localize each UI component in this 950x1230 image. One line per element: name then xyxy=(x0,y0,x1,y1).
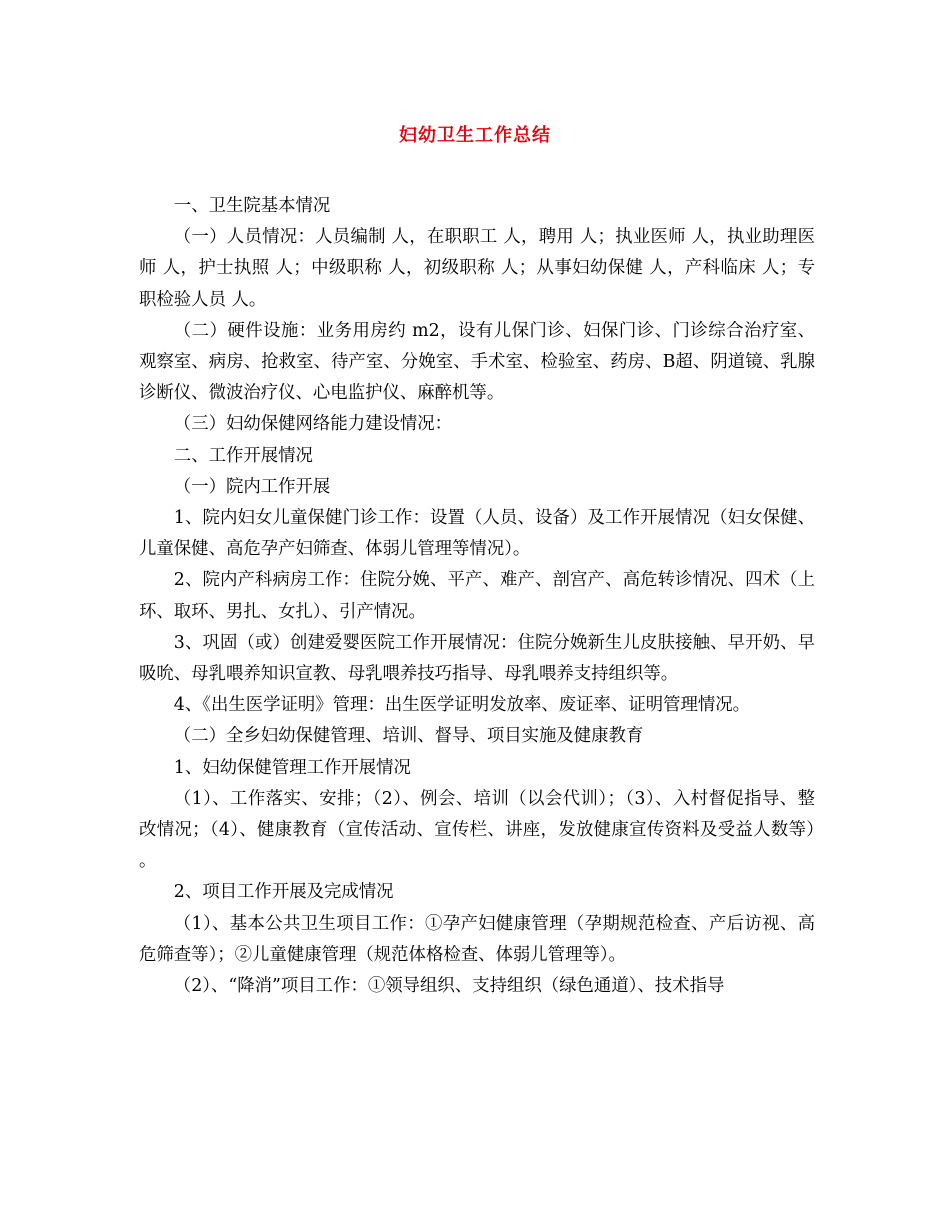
paragraph: （2）、“降消”项目工作：①领导组织、支持组织（绿色通道）、技术指导 xyxy=(173,976,725,997)
paragraph: 1、院内妇女儿童保健门诊工作：设置（人员、设备）及工作开展情况（妇女保健、儿童保健、高危孕产妇筛查、体弱儿管理等情况）。 xyxy=(139,508,815,560)
paragraph: 3、巩固（或）创建爱婴医院工作开展情况：住院分娩新生儿皮肤接触、早开奶、早吸吮、母乳喂养知识宣教、母乳喂养技巧指导、母乳喂养支持组织等。 xyxy=(139,632,815,685)
section-heading: 二、工作开展情况 xyxy=(173,445,313,466)
section-heading: 一、卫生院基本情况 xyxy=(173,196,331,216)
paragraph: 2、项目工作开展及完成情况 xyxy=(173,882,394,903)
document-title: 妇幼卫生工作总结 xyxy=(399,125,551,146)
paragraph: （1）、基本公共卫生项目工作：①孕产妇健康管理（孕期规范检查、产后访视、高危筛查等）；②儿童健康管理（规范体格检查、体弱儿管理等）。 xyxy=(139,913,815,965)
paragraph: （三）妇幼保健网络能力建设情况： xyxy=(173,414,453,435)
paragraph: （二）硬件设施：业务用房约 m2，设有儿保门诊、妇保门诊、门诊综合治疗室、观察室、病房、抢救室、待产室、分娩室、手术室、检验室、药房、B超、阴道镜、乳腺诊断仪、微波治疗仪、心电监护仪、麻醉机等。 xyxy=(139,320,815,404)
subsection-heading: （一）院内工作开展 xyxy=(173,476,331,497)
paragraph: （1）、工作落实、安排；（2）、例会、培训（以会代训）；（3）、入村督促指导、整改情况；（4）、健康教育（宣传活动、宣传栏、讲座，发放健康宣传资料及受益人数等）。 xyxy=(139,788,815,872)
subsection-heading: （二）全乡妇幼保健管理、培训、督导、项目实施及健康教育 xyxy=(173,726,644,747)
paragraph: 2、院内产科病房工作：住院分娩、平产、难产、剖宫产、高危转诊情况、四术（上环、取环、男扎、女扎）、引产情况。 xyxy=(139,570,815,622)
document-body xyxy=(139,191,815,1002)
paragraph: （一）人员情况：人员编制 人，在职职工 人，聘用 人；执业医师 人，执业助理医师 人，护士执照 人；中级职称 人，初级职称 人；从事妇幼保健 人，产科临床 人；专职检验人员 人。 xyxy=(139,227,815,310)
paragraph: 1、妇幼保健管理工作开展情况 xyxy=(173,757,411,778)
paragraph: 4、《出生医学证明》管理：出生医学证明发放率、废证率、证明管理情况。 xyxy=(173,695,751,716)
